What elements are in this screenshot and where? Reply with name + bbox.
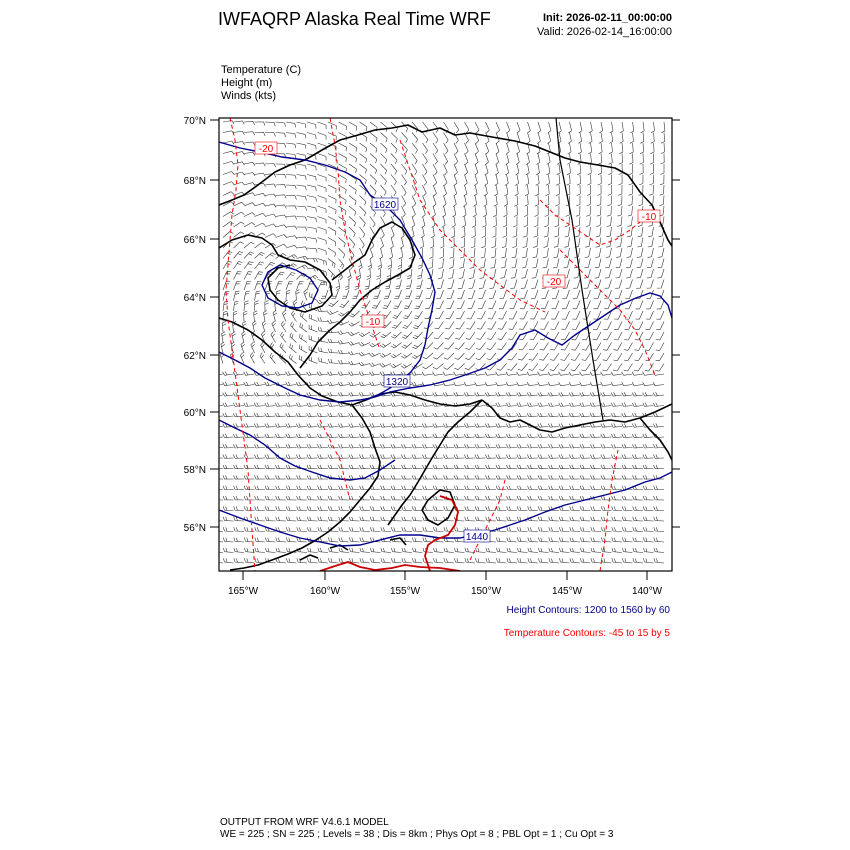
lat-label-60: 60°N [183, 408, 206, 419]
lat-label-68: 68°N [183, 176, 206, 187]
contour-labels [255, 142, 660, 543]
lat-label-56: 56°N [183, 523, 206, 534]
model-settings: WE = 225 ; SN = 225 ; Levels = 38 ; Dis = 8km ; Phys Opt = 8 ; PBL Opt = 1 ; Cu Opt = 3 [220, 829, 614, 840]
variable-winds: Winds (kts) [221, 90, 276, 102]
height-label-1440: 1440 [465, 532, 489, 543]
map-frame [219, 118, 672, 571]
lat-label-58: 58°N [183, 465, 206, 476]
temp-label-1: -20 [258, 144, 274, 155]
temp-label-3: -20 [546, 277, 562, 288]
map-plot [160, 110, 690, 605]
model-info: OUTPUT FROM WRF V4.6.1 MODEL [220, 817, 389, 828]
height-contours-legend: Height Contours: 1200 to 1560 by 60 [506, 605, 670, 616]
lat-label-64: 64°N [183, 293, 206, 304]
coastline [219, 118, 672, 570]
temp-label-4: -10 [641, 212, 657, 223]
longitude-axis [228, 571, 663, 597]
latitude-axis [184, 116, 680, 534]
lon-label-150: 150°W [470, 586, 502, 597]
variable-height: Height (m) [221, 77, 273, 89]
init-time: Init: 2026-02-11_00:00:00 [542, 12, 672, 24]
lat-label-66: 66°N [183, 235, 206, 246]
chart-title: IWFAQRP Alaska Real Time WRF [218, 9, 491, 29]
lon-label-140: 140°W [631, 586, 663, 597]
lon-label-145: 145°W [551, 586, 583, 597]
temp-label-2: -10 [365, 317, 381, 328]
height-label-1620: 1620 [373, 200, 397, 211]
lon-label-165: 165°W [227, 586, 259, 597]
lon-label-155: 155°W [389, 586, 421, 597]
valid-time: Valid: 2026-02-14_16:00:00 [537, 26, 672, 38]
lat-label-62: 62°N [183, 351, 206, 362]
lat-label-70: 70°N [183, 116, 206, 127]
temperature-contours-legend: Temperature Contours: -45 to 15 by 5 [503, 628, 670, 639]
height-label-1320: 1320 [385, 377, 409, 388]
freezing-contour [320, 496, 460, 571]
lon-label-160: 160°W [309, 586, 341, 597]
variable-temperature: Temperature (C) [221, 64, 302, 76]
